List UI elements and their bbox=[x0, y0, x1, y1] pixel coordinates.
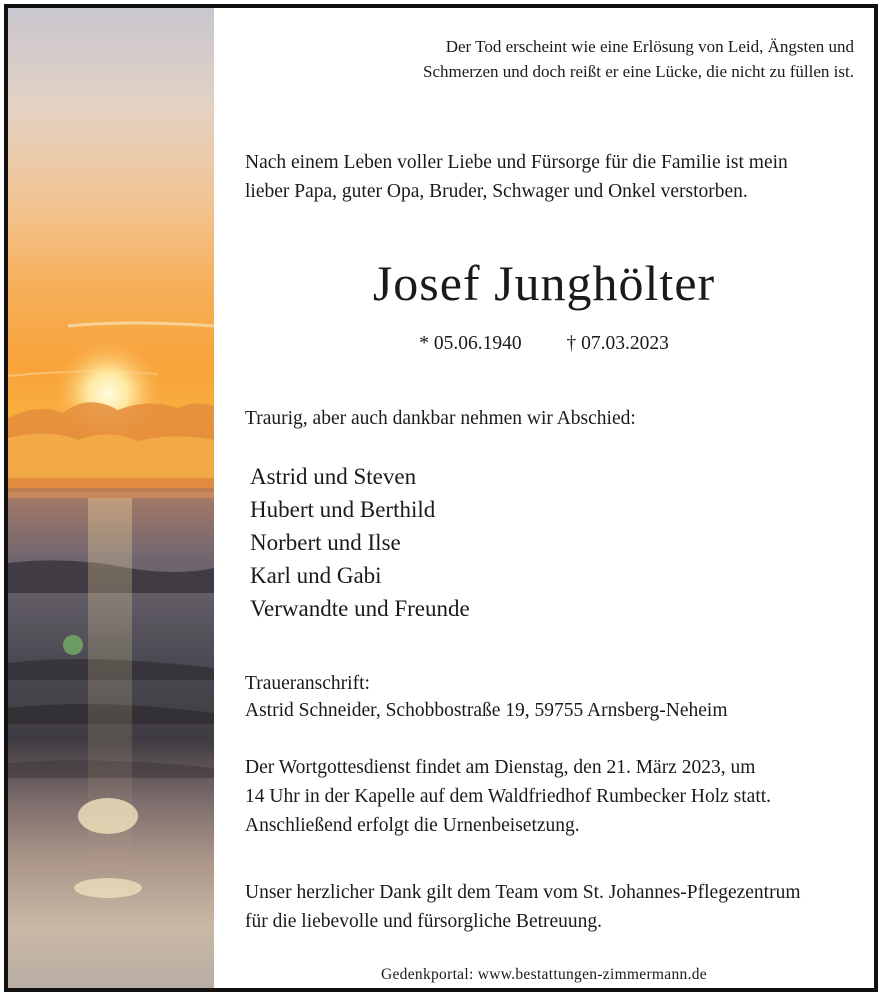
mourners-list bbox=[250, 460, 470, 625]
farewell-line: Traurig, aber auch dankbar nehmen wir Abschied: bbox=[245, 408, 636, 429]
service-line: Der Wortgottesdienst findet am Dienstag, den 21. März 2023, um bbox=[245, 757, 756, 778]
quote-line: Schmerzen und doch reißt er eine Lücke, die nicht zu füllen ist. bbox=[423, 62, 854, 81]
thanks-line: für die liebevolle und fürsorgliche Betreuung. bbox=[245, 911, 603, 932]
thanks-text bbox=[245, 878, 865, 936]
deceased-name: Josef Junghölter bbox=[372, 255, 716, 311]
thanks-line: Unser herzlicher Dank gilt dem Team vom St. Johannes-Pflegezentrum bbox=[245, 882, 801, 903]
obituary-frame bbox=[4, 4, 878, 992]
sunset-photo bbox=[8, 8, 214, 988]
mourner-item: Verwandte und Freunde bbox=[250, 596, 470, 621]
death-date: † 07.03.2023 bbox=[566, 333, 669, 354]
life-dates bbox=[214, 333, 874, 355]
mourner-item: Norbert und Ilse bbox=[250, 530, 401, 555]
quote-line: Der Tod erscheint wie eine Erlösung von Leid, Ängsten und bbox=[445, 37, 854, 56]
service-line: 14 Uhr in der Kapelle auf dem Waldfriedhof Rumbecker Holz statt. bbox=[245, 786, 772, 807]
address-value: Astrid Schneider, Schobbostraße 19, 59755 Arnsberg-Neheim bbox=[245, 700, 728, 721]
intro-line: lieber Papa, guter Opa, Bruder, Schwager und Onkel verstorben. bbox=[245, 181, 748, 202]
obituary-content bbox=[214, 8, 874, 988]
quote bbox=[354, 34, 854, 84]
address-label: Traueranschrift: bbox=[245, 673, 370, 694]
mourner-item: Astrid und Steven bbox=[250, 464, 417, 489]
intro-text bbox=[245, 148, 845, 206]
memorial-portal-link[interactable]: Gedenkportal: www.bestattungen-zimmermann.de bbox=[381, 966, 707, 983]
intro-line: Nach einem Leben voller Liebe und Fürsorge für die Familie ist mein bbox=[245, 152, 788, 173]
service-info bbox=[245, 753, 863, 840]
mourner-item: Karl und Gabi bbox=[250, 563, 382, 588]
mourner-item: Hubert und Berthild bbox=[250, 497, 436, 522]
service-line: Anschließend erfolgt die Urnenbeisetzung. bbox=[245, 815, 580, 836]
birth-date: * 05.06.1940 bbox=[419, 333, 522, 354]
